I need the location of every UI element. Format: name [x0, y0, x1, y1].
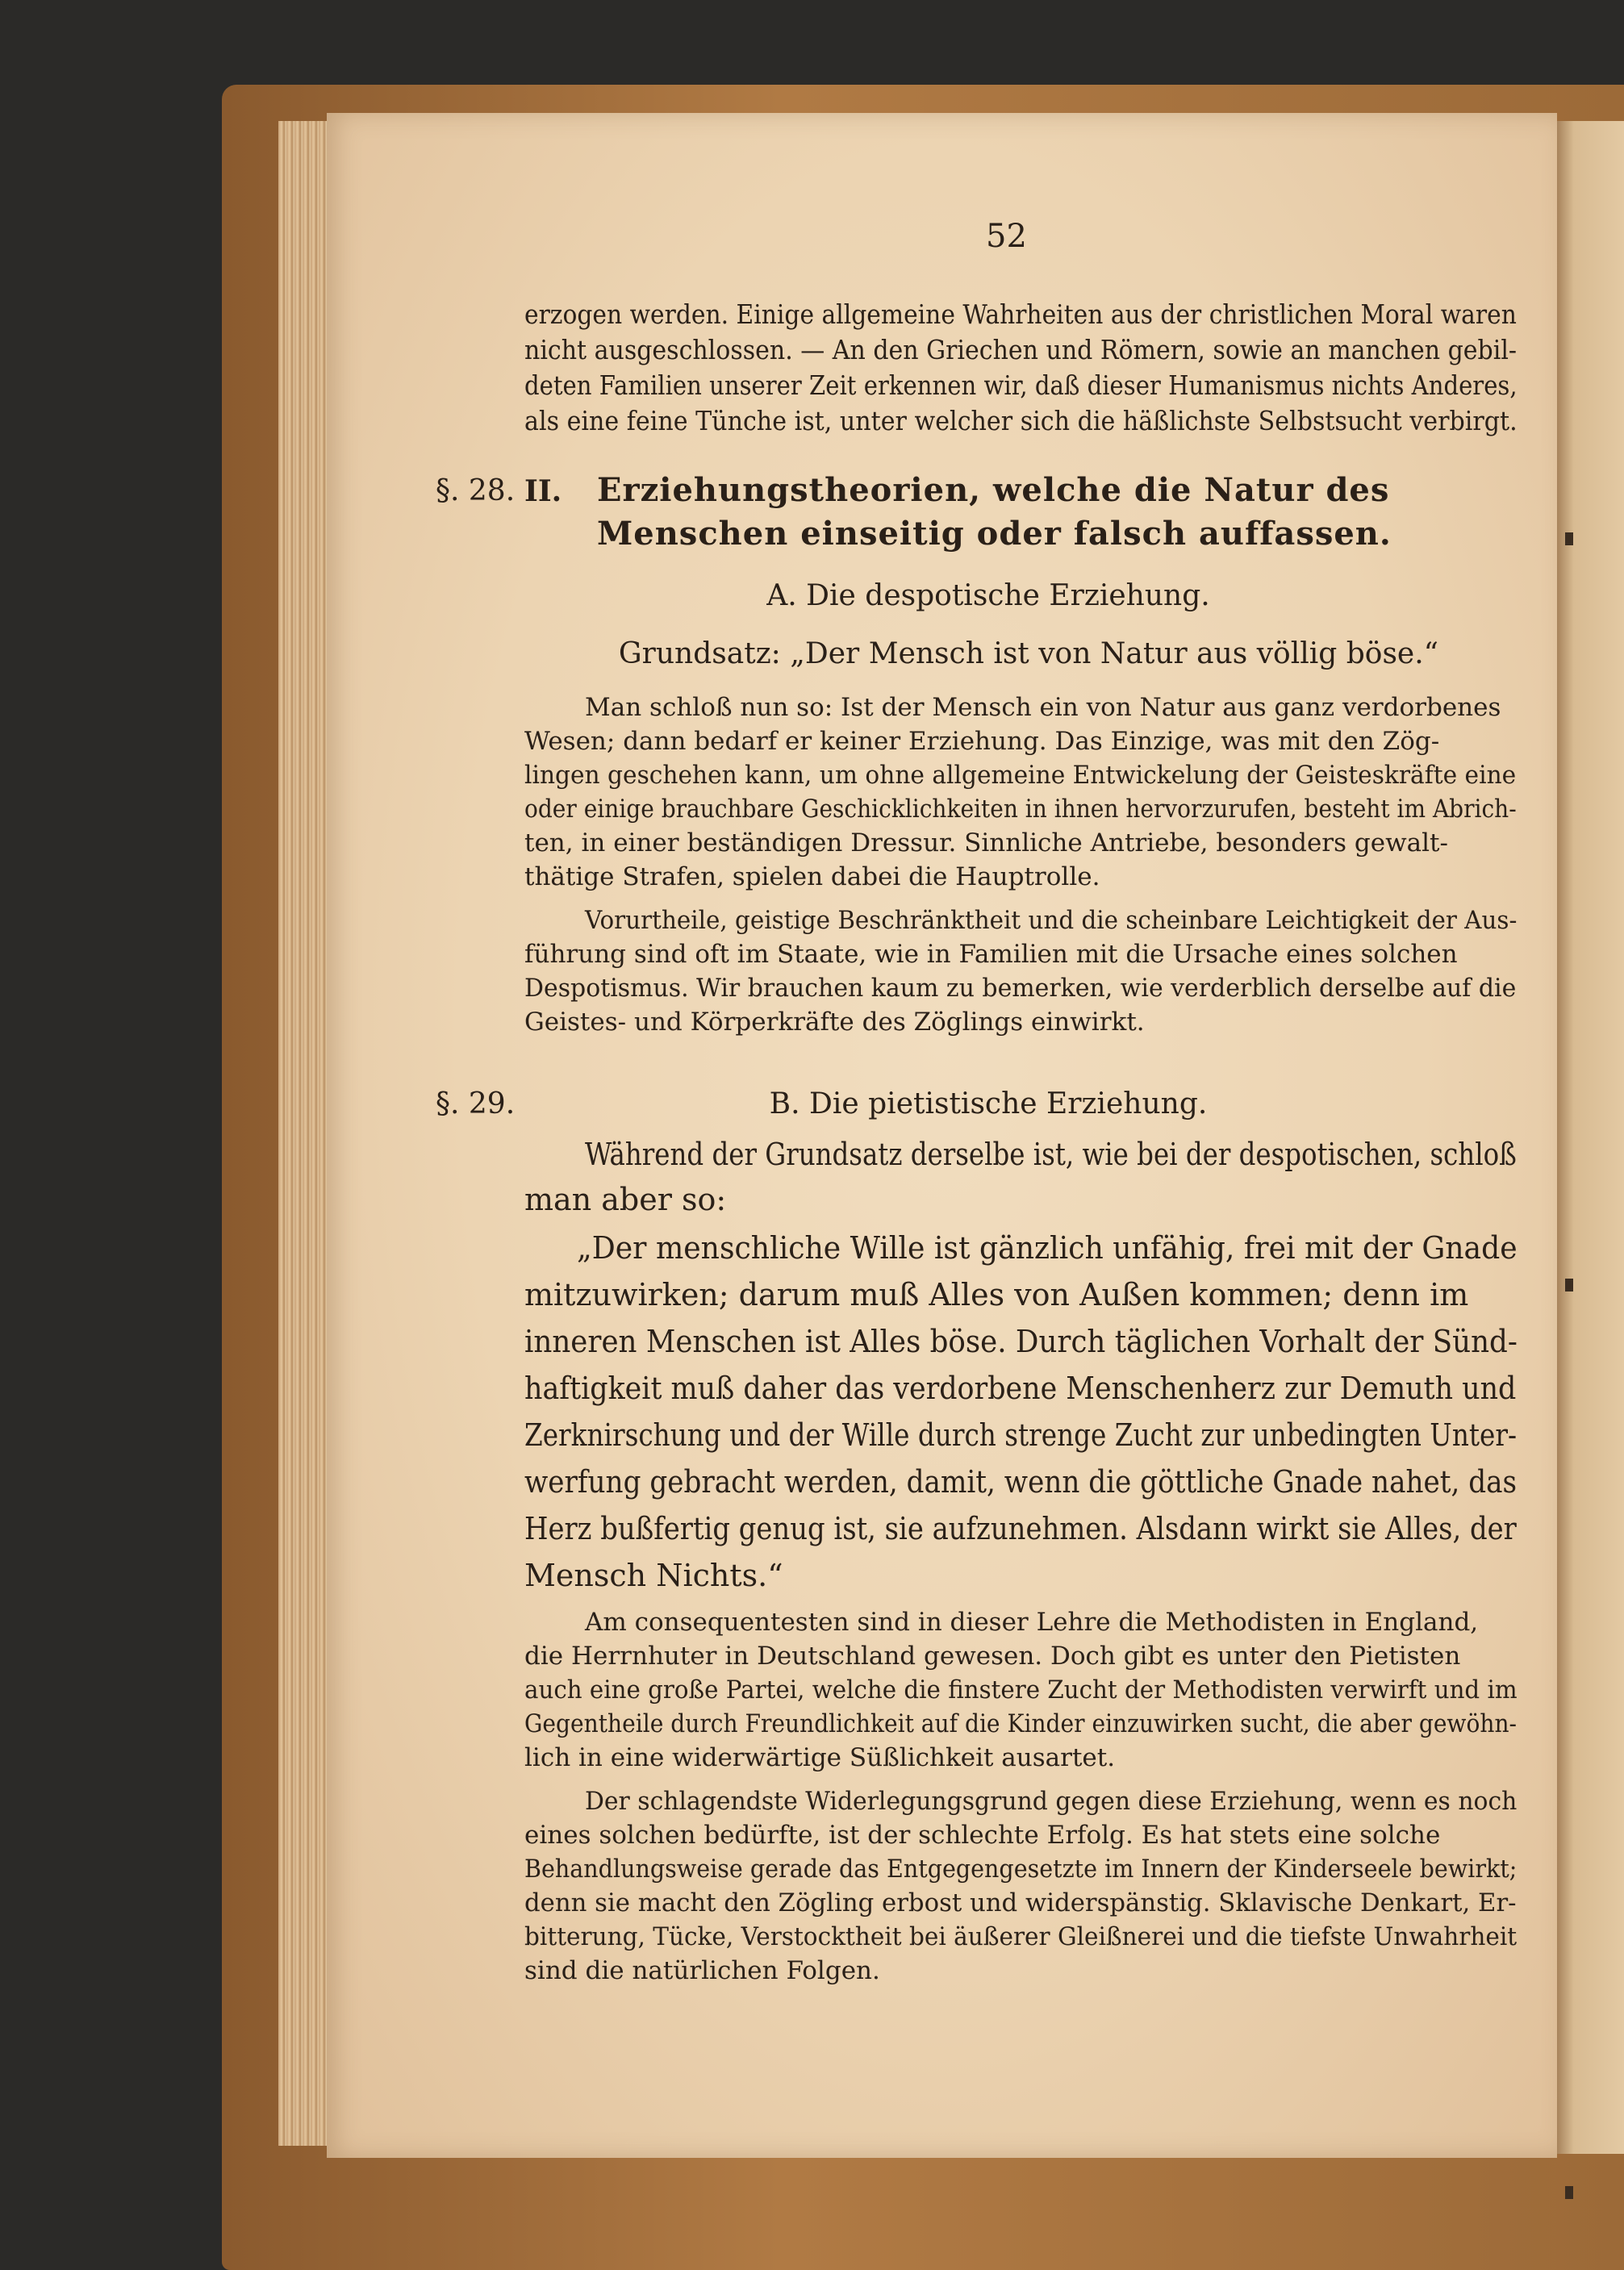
- quote-line: Zerknirschung und der Wille durch strenge Zucht zur unbedingten Unter-: [524, 1417, 1518, 1453]
- text-line: bitterung, Tücke, Verstocktheit bei äußerer Gleißnerei und die tiefste Unwahrheit: [524, 1922, 1518, 1951]
- text-line: Vorurtheile, geistige Beschränktheit und die scheinbare Leichtigkeit der Aus-: [585, 906, 1518, 935]
- page-edges: [278, 121, 331, 2146]
- text-line: eines solchen bedürfte, ist der schlechte Erfolg. Es hat stets eine solche: [524, 1821, 1441, 1850]
- text-line: die Herrnhuter in Deutschland gewesen. Doch gibt es unter den Pietisten: [524, 1642, 1461, 1671]
- text-line: Während der Grundsatz derselbe ist, wie bei der despotischen, schloß: [585, 1137, 1517, 1172]
- text-line: als eine feine Tünche ist, unter welcher sich die häßlichste Selbstsucht verbirgt.: [524, 405, 1518, 436]
- text-line: Despotismus. Wir brauchen kaum zu bemerken, wie verderblich derselbe auf die: [524, 974, 1517, 1003]
- page-number: 52: [986, 218, 1027, 255]
- section-heading: Erziehungstheorien, welche die Natur des: [597, 471, 1390, 509]
- text-line: führung sind oft im Staate, wie in Familien mit die Ursache eines solchen: [524, 940, 1458, 969]
- text-line: man aber so:: [524, 1182, 727, 1217]
- text-line: denn sie macht den Zögling erbost und widerspänstig. Sklavische Denkart, Er-: [524, 1888, 1517, 1917]
- principle: Grundsatz: „Der Mensch ist von Natur aus völlig böse.“: [618, 637, 1439, 670]
- text-line: Man schloß nun so: Ist der Mensch ein von Natur aus ganz verdorbenes: [585, 693, 1501, 722]
- quote-line: inneren Menschen ist Alles böse. Durch täglichen Vorhalt der Sünd-: [524, 1324, 1518, 1359]
- mark: [1565, 1279, 1573, 1291]
- text-line: Gegentheile durch Freundlichkeit auf die Kinder einzuwirken sucht, die aber gewöhn-: [524, 1709, 1518, 1738]
- subheading: A. Die despotische Erziehung.: [766, 579, 1210, 612]
- quote-line: „Der menschliche Wille ist gänzlich unfähig, frei mit der Gnade: [577, 1230, 1518, 1266]
- text-line: erzogen werden. Einige allgemeine Wahrheiten aus der christlichen Moral waren: [524, 298, 1517, 330]
- quote-line: Mensch Nichts.“: [524, 1558, 783, 1593]
- facing-page-edge: [1557, 121, 1624, 2154]
- text-line: Der schlagendste Widerlegungsgrund gegen diese Erziehung, wenn es noch: [585, 1787, 1518, 1816]
- text-line: deten Familien unserer Zeit erkennen wir, daß dieser Humanismus nichts Anderes,: [524, 369, 1518, 401]
- text-line: Geistes- und Körperkräfte des Zöglings einwirkt.: [524, 1008, 1145, 1037]
- text-line: Behandlungsweise gerade das Entgegengesetzte im Innern der Kinderseele bewirkt;: [524, 1855, 1518, 1884]
- text-line: lingen geschehen kann, um ohne allgemeine Entwickelung der Geisteskräfte eine: [524, 761, 1517, 790]
- text-line: oder einige brauchbare Geschicklichkeiten in ihnen hervorzurufen, besteht im Abrich-: [524, 795, 1517, 824]
- text-line: thätige Strafen, spielen dabei die Hauptrolle.: [524, 862, 1100, 891]
- text-line: Am consequentesten sind in dieser Lehre die Methodisten in England,: [585, 1608, 1479, 1637]
- text-line: auch eine große Partei, welche die finstere Zucht der Methodisten verwirft und im: [524, 1675, 1518, 1705]
- section-heading: Menschen einseitig oder falsch auffassen.: [597, 515, 1392, 553]
- mark: [1565, 2186, 1573, 2199]
- text-line: sind die natürlichen Folgen.: [524, 1956, 880, 1985]
- quote-line: mitzuwirken; darum muß Alles von Außen kommen; denn im: [524, 1277, 1469, 1312]
- text-line: lich in eine widerwärtige Süßlichkeit ausartet.: [524, 1743, 1116, 1772]
- quote-line: Herz bußfertig genug ist, sie aufzunehmen. Alsdann wirkt sie Alles, der: [524, 1511, 1517, 1546]
- quote-line: haftigkeit muß daher das verdorbene Menschenherz zur Demuth und: [524, 1371, 1517, 1406]
- text-line: Wesen; dann bedarf er keiner Erziehung. Das Einzige, was mit den Zög-: [524, 727, 1440, 756]
- text-line: ten, in einer beständigen Dressur. Sinnliche Antriebe, besonders gewalt-: [524, 828, 1448, 858]
- quote-line: werfung gebracht werden, damit, wenn die göttliche Gnade nahet, das: [524, 1464, 1518, 1500]
- mark: [1565, 532, 1573, 545]
- section-number: §. 28.: [436, 474, 516, 507]
- text-line: nicht ausgeschlossen. — An den Griechen und Römern, sowie an manchen gebil-: [524, 334, 1518, 365]
- subheading: B. Die pietistische Erziehung.: [769, 1087, 1208, 1120]
- section-numeral: II.: [524, 474, 562, 508]
- section-number: §. 29.: [436, 1087, 516, 1120]
